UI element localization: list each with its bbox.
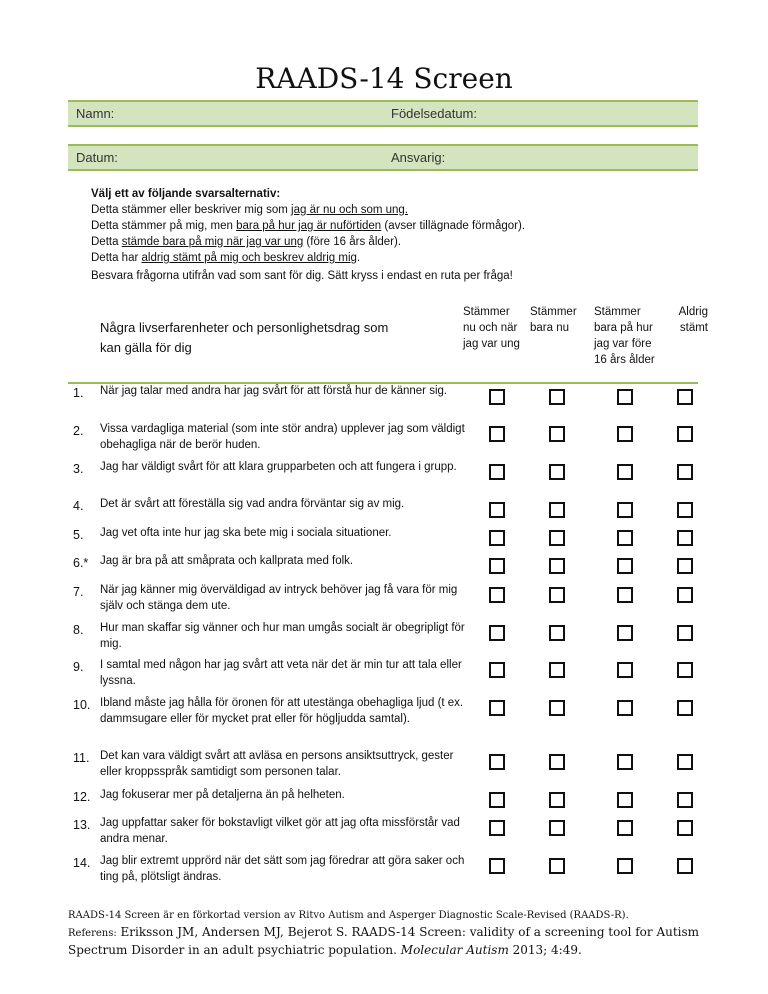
question-text: Jag vet ofta inte hur jag ska bete mig i sociala situationer. <box>100 527 392 539</box>
name-label: Namn: <box>76 106 115 121</box>
checkbox-now-and-young[interactable] <box>489 587 505 603</box>
instr-line4-end: . <box>356 252 361 264</box>
checkbox-before-16[interactable] <box>617 662 633 678</box>
checkbox-now-and-young[interactable] <box>489 754 505 770</box>
question-number: 6.* <box>73 556 89 570</box>
question-number: 4. <box>73 499 84 513</box>
checkbox-now-and-young[interactable] <box>489 426 505 442</box>
checkbox-never[interactable] <box>677 502 693 518</box>
checkbox-only-now[interactable] <box>549 820 565 836</box>
question-number: 5. <box>73 528 84 542</box>
checkbox-before-16[interactable] <box>617 754 633 770</box>
checkbox-never[interactable] <box>677 700 693 716</box>
checkbox-only-now[interactable] <box>549 754 565 770</box>
name-birthdate-band <box>68 100 698 127</box>
question-number: 8. <box>73 623 84 637</box>
question-text: Jag är bra på att småprata och kallprata med folk. <box>100 555 354 567</box>
instr-line2-underline: bara på hur jag är nuförtiden <box>236 220 382 232</box>
checkbox-never[interactable] <box>677 754 693 770</box>
checkbox-never[interactable] <box>677 389 693 405</box>
question-text: Vissa vardagliga material (som inte stör andra) upplever jag som väldigt obehagliga när de berör huden. <box>100 423 465 451</box>
footer-line1: RAADS-14 Screen är en förkortad version av Ritvo Autism and Asperger Diagnostic Scale-Revised (RAADS-R). <box>68 910 629 921</box>
checkbox-before-16[interactable] <box>617 587 633 603</box>
checkbox-before-16[interactable] <box>617 700 633 716</box>
instr-line2: Detta stämmer på mig, men <box>91 220 237 232</box>
question-number: 11. <box>73 751 90 765</box>
checkbox-before-16[interactable] <box>617 625 633 641</box>
checkbox-only-now[interactable] <box>549 662 565 678</box>
question-number: 14. <box>73 856 91 870</box>
checkbox-before-16[interactable] <box>617 464 633 480</box>
checkbox-never[interactable] <box>677 625 693 641</box>
instr-line1-underline: jag är nu och som ung. <box>291 204 409 216</box>
page-title: RAADS-14 Screen <box>255 62 513 95</box>
checkbox-only-now[interactable] <box>549 858 565 874</box>
checkbox-never[interactable] <box>677 426 693 442</box>
checkbox-now-and-young[interactable] <box>489 558 505 574</box>
footer-ref-label: Referens: <box>68 928 117 939</box>
birthdate-label: Födelsedatum: <box>391 106 477 121</box>
checkbox-now-and-young[interactable] <box>489 700 505 716</box>
question-text: Det är svårt att föreställa sig vad andra förväntar sig av mig. <box>100 498 405 510</box>
date-responsible-band <box>68 144 698 171</box>
checkbox-now-and-young[interactable] <box>489 464 505 480</box>
instr-line3-underline: stämde bara på mig när jag var ung <box>121 236 304 248</box>
question-text: Jag fokuserar mer på detaljerna än på helheten. <box>100 789 345 801</box>
question-number: 1. <box>73 386 84 400</box>
answer-note: Besvara frågorna utifrån vad som sant för dig. Sätt kryss i endast en ruta per fråga! <box>91 270 513 282</box>
checkbox-only-now[interactable] <box>549 530 565 546</box>
question-text: Jag blir extremt upprörd när det sätt som jag föredrar att göra saker och ting på, plötsligt ändras. <box>100 855 465 883</box>
question-number: 12. <box>73 790 91 804</box>
footer-ref-end: 2013; 4:49. <box>508 943 582 957</box>
checkbox-before-16[interactable] <box>617 502 633 518</box>
instr-line2-end: (avser tillägnade förmågor). <box>381 220 526 232</box>
checkbox-only-now[interactable] <box>549 792 565 808</box>
column-header-only-now: Stämmer bara nu <box>530 306 577 334</box>
checkbox-now-and-young[interactable] <box>489 502 505 518</box>
checkbox-only-now[interactable] <box>549 558 565 574</box>
checkbox-before-16[interactable] <box>617 558 633 574</box>
question-number: 10. <box>73 698 91 712</box>
checkbox-never[interactable] <box>677 530 693 546</box>
checkbox-before-16[interactable] <box>617 792 633 808</box>
checkbox-never[interactable] <box>677 558 693 574</box>
checkbox-now-and-young[interactable] <box>489 820 505 836</box>
footer-ref-text: Eriksson JM, Andersen MJ, Bejerot S. RAADS-14 Screen: validity of a screening tool for Autism Spectrum Disorder in an adult psychiatric population. <box>68 925 700 957</box>
question-text: När jag talar med andra har jag svårt för att förstå hur de känner sig. <box>100 385 448 397</box>
date-label: Datum: <box>76 150 118 165</box>
checkbox-only-now[interactable] <box>549 700 565 716</box>
checkbox-now-and-young[interactable] <box>489 625 505 641</box>
responsible-label: Ansvarig: <box>391 150 446 165</box>
checkbox-now-and-young[interactable] <box>489 858 505 874</box>
checkbox-never[interactable] <box>677 858 693 874</box>
checkbox-only-now[interactable] <box>549 587 565 603</box>
instr-line1: Detta stämmer eller beskriver mig som <box>91 204 292 216</box>
question-text: När jag känner mig överväldigad av intryck behöver jag få vara för mig själv och stänga dem ute. <box>100 584 458 612</box>
question-number: 13. <box>73 818 91 832</box>
checkbox-only-now[interactable] <box>549 464 565 480</box>
checkbox-now-and-young[interactable] <box>489 389 505 405</box>
instructions-heading: Välj ett av följande svarsalternativ: <box>91 188 281 200</box>
checkbox-only-now[interactable] <box>549 389 565 405</box>
checkbox-never[interactable] <box>677 662 693 678</box>
checkbox-now-and-young[interactable] <box>489 792 505 808</box>
checkbox-never[interactable] <box>677 792 693 808</box>
question-number: 3. <box>73 462 84 476</box>
column-header-before-16: Stämmer bara på hur jag var före 16 års ålder <box>594 306 655 366</box>
instructions <box>91 186 525 266</box>
question-text: I samtal med någon har jag svårt att veta när det är min tur att tala eller lyssna. <box>100 659 462 687</box>
instr-line4-underline: aldrig stämt på mig och beskrev aldrig mig <box>141 252 357 264</box>
question-text: Jag uppfattar saker för bokstavligt vilket gör att jag ofta missförstår vad andra menar. <box>100 817 460 845</box>
checkbox-only-now[interactable] <box>549 502 565 518</box>
instr-line3-end: (före 16 års ålder). <box>303 236 402 248</box>
footer <box>68 908 708 958</box>
checkbox-before-16[interactable] <box>617 389 633 405</box>
instr-line4: Detta har <box>91 252 142 264</box>
instr-line3: Detta <box>91 236 122 248</box>
checkbox-only-now[interactable] <box>549 625 565 641</box>
checkbox-now-and-young[interactable] <box>489 662 505 678</box>
question-number: 2. <box>73 424 84 438</box>
checkbox-before-16[interactable] <box>617 820 633 836</box>
question-number: 7. <box>73 585 84 599</box>
question-header: Några livserfarenheter och personlighetsdrag som kan gälla för dig <box>100 320 389 355</box>
checkbox-never[interactable] <box>677 820 693 836</box>
checkbox-before-16[interactable] <box>617 858 633 874</box>
footer-journal: Molecular Autism <box>400 943 509 957</box>
checkbox-before-16[interactable] <box>617 426 633 442</box>
question-text: Det kan vara väldigt svårt att avläsa en persons ansiktsuttryck, gester eller kroppsspråk samtidigt som personen talar. <box>100 750 454 778</box>
question-text: Ibland måste jag hålla för öronen för att utestänga obehagliga ljud (t ex. dammsugare eller för mycket prat eller för högljudda samtal). <box>100 697 464 725</box>
checkbox-before-16[interactable] <box>617 530 633 546</box>
checkbox-now-and-young[interactable] <box>489 530 505 546</box>
checkbox-never[interactable] <box>677 464 693 480</box>
column-header-never: Aldrig stämt <box>678 306 708 334</box>
question-text: Hur man skaffar sig vänner och hur man umgås socialt är obegripligt för mig. <box>100 622 465 650</box>
checkbox-never[interactable] <box>677 587 693 603</box>
question-text: Jag har väldigt svårt för att klara grupparbeten och att fungera i grupp. <box>100 461 457 473</box>
checkbox-only-now[interactable] <box>549 426 565 442</box>
column-header-now-and-young: Stämmer nu och när jag var ung <box>463 306 520 350</box>
question-number: 9. <box>73 660 84 674</box>
